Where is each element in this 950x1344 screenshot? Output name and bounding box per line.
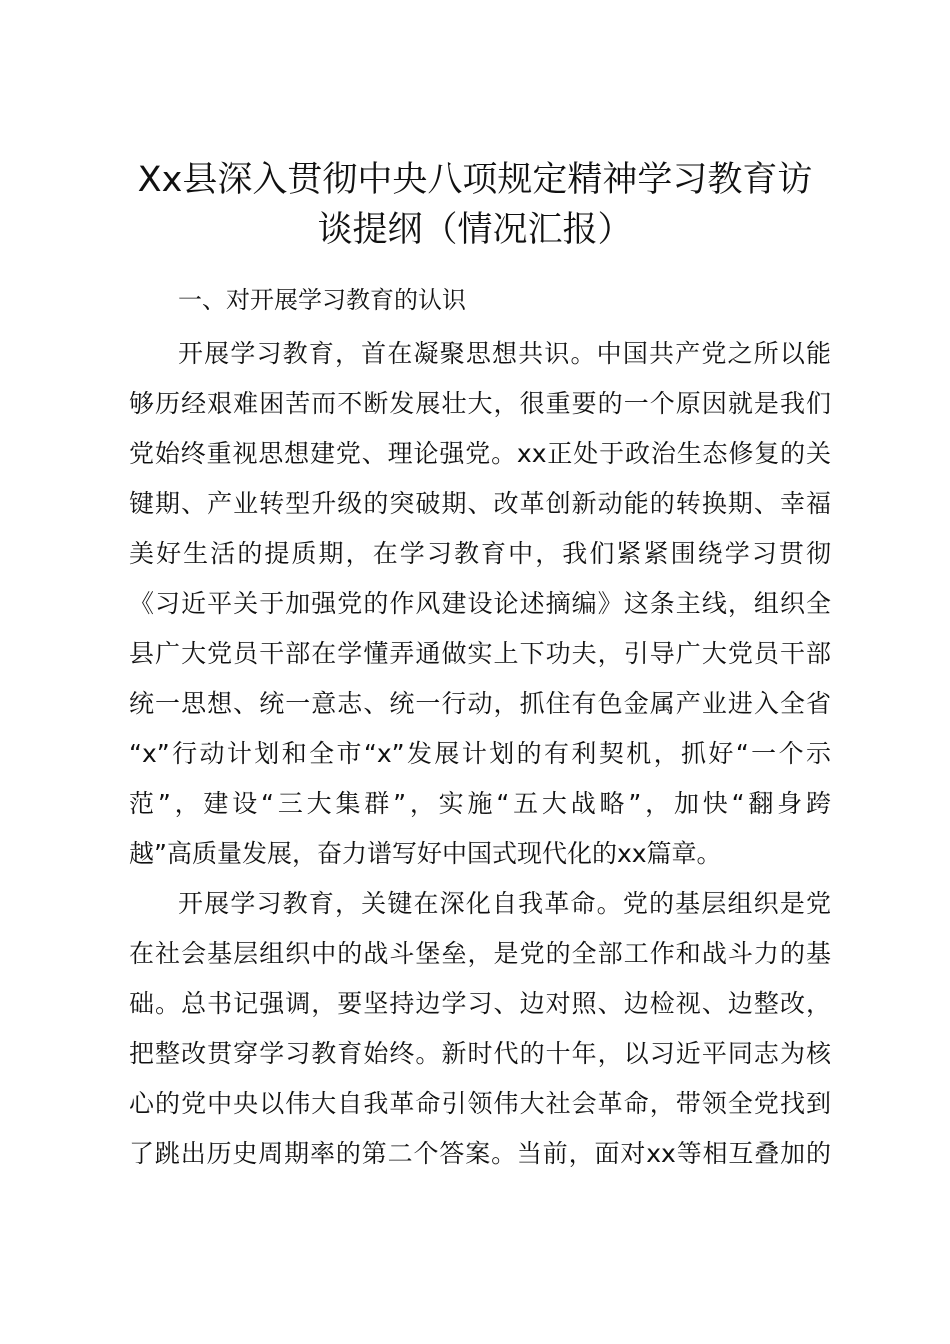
paragraph-line: 心的党中央以伟大自我革命引领伟大社会革命，带领全党找到	[129, 1089, 831, 1118]
document-title-line-1: Xx县深入贯彻中央八项规定精神学习教育访	[137, 160, 813, 200]
paragraph-line: 越”高质量发展，奋力谱写好中国式现代化的xx篇章。	[129, 839, 722, 868]
paragraph-line: 党始终重视思想建党、理论强党。xx正处于政治生态修复的关	[129, 439, 831, 468]
paragraph-line: 把整改贯穿学习教育始终。新时代的十年，以习近平同志为核	[129, 1039, 831, 1068]
paragraph-line: 键期、产业转型升级的突破期、改革创新动能的转换期、幸福	[129, 489, 831, 518]
paragraph-line: 范”，建设“三大集群”，实施“五大战略”，加快“翻身跨	[129, 789, 831, 818]
paragraph-line: 县广大党员干部在学懂弄通做实上下功夫，引导广大党员干部	[129, 639, 831, 668]
paragraph-line: 《习近平关于加强党的作风建设论述摘编》这条主线，组织全	[129, 589, 831, 618]
paragraph-line: 在社会基层组织中的战斗堡垒，是党的全部工作和战斗力的基	[129, 939, 831, 968]
paragraph-line: 了跳出历史周期率的第二个答案。当前，面对xx等相互叠加的	[129, 1139, 831, 1168]
paragraph-line: 开展学习教育，关键在深化自我革命。党的基层组织是党	[178, 889, 831, 918]
document-title-line-2: 谈提纲（情况汇报）	[317, 210, 633, 250]
paragraph-line: 开展学习教育，首在凝聚思想共识。中国共产党之所以能	[178, 339, 831, 368]
paragraph-line: 美好生活的提质期，在学习教育中，我们紧紧围绕学习贯彻	[129, 539, 831, 568]
paragraph-line: 统一思想、统一意志、统一行动，抓住有色金属产业进入全省	[129, 689, 831, 718]
paragraph-line: “x”行动计划和全市“x”发展计划的有利契机，抓好“一个示	[129, 739, 831, 768]
section-heading: 一、对开展学习教育的认识	[178, 286, 466, 314]
paragraph-line: 够历经艰难困苦而不断发展壮大，很重要的一个原因就是我们	[129, 389, 831, 418]
paragraph-line: 础。总书记强调，要坚持边学习、边对照、边检视、边整改，	[129, 989, 831, 1018]
